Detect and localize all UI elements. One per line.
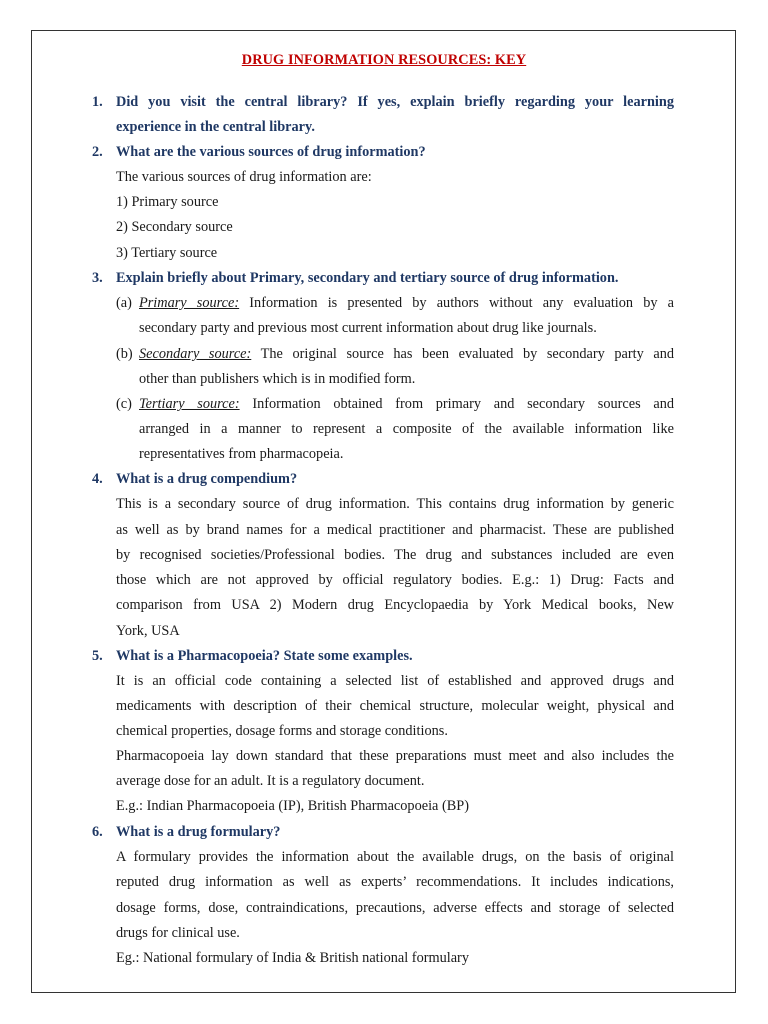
answer-line: 2) Secondary source [116, 219, 233, 235]
item-line [139, 345, 674, 363]
answer-line: drugs for clinical use. [116, 925, 240, 941]
answer-line: 1) Primary source [116, 194, 219, 210]
question-text: experience in the central library. [116, 119, 315, 135]
answer-line: average dose for an adult. It is a regulatory document. [116, 773, 425, 789]
item-term: Tertiary source: [139, 396, 240, 412]
item-text: The original source has been evaluated by secondary party and [260, 346, 675, 362]
question-number: 3. [92, 270, 103, 286]
question-text: What is a Pharmacopoeia? State some examples. [116, 648, 413, 664]
answer-line: E.g.: Indian Pharmacopoeia (IP), British Pharmacopoeia (BP) [116, 798, 469, 814]
item-text: Information is presented by authors without any evaluation by a [249, 295, 674, 311]
answer-line: Eg.: National formulary of India & British national formulary [116, 950, 469, 966]
answer-line: Pharmacopoeia lay down standard that these preparations must meet and also includes the [116, 748, 674, 764]
item-term: Primary source: [139, 295, 240, 311]
item-label: (b) [116, 346, 133, 362]
item-line: arranged in a manner to represent a composite of the available information like [139, 421, 674, 437]
item-term: Secondary source: [139, 346, 252, 362]
item-label: (a) [116, 295, 132, 311]
question-number: 5. [92, 648, 103, 664]
answer-line: dosage forms, dose, contraindications, precautions, adverse effects and storage of selected [116, 900, 674, 916]
answer-line: The various sources of drug information are: [116, 169, 372, 185]
answer-line: by recognised societies/Professional bodies. The drug and substances included are even [116, 547, 674, 563]
question-number: 6. [92, 824, 103, 840]
item-line: secondary party and previous most current information about drug like journals. [139, 320, 597, 336]
item-line: representatives from pharmacopeia. [139, 446, 344, 462]
item-line [139, 395, 674, 413]
answer-line: those which are not approved by official regulatory bodies. E.g.: 1) Drug: Facts and [116, 572, 674, 588]
answer-line: It is an official code containing a selected list of established and approved drugs and [116, 673, 674, 689]
answer-line: This is a secondary source of drug information. This contains drug information by generic [116, 496, 674, 512]
question-number: 2. [92, 144, 103, 160]
question-text: What are the various sources of drug information? [116, 144, 426, 160]
answer-line: medicaments with description of their chemical structure, molecular weight, physical and [116, 698, 674, 714]
answer-line: 3) Tertiary source [116, 245, 218, 261]
question-text: What is a drug compendium? [116, 471, 298, 487]
item-text: Information obtained from primary and secondary sources and [252, 396, 674, 412]
question-number: 1. [92, 94, 103, 110]
question-number: 4. [92, 471, 103, 487]
question-text: Did you visit the central library? If yes, explain briefly regarding your learning [116, 94, 674, 110]
item-label: (c) [116, 396, 132, 412]
answer-line: chemical properties, dosage forms and storage conditions. [116, 723, 448, 739]
document-title: DRUG INFORMATION RESOURCES: KEY [241, 52, 527, 68]
question-text: Explain briefly about Primary, secondary and tertiary source of drug information. [116, 270, 619, 286]
answer-line: York, USA [116, 623, 180, 639]
answer-line: A formulary provides the information about the available drugs, on the basis of original [116, 849, 674, 865]
answer-line: as well as by brand names for a medical practitioner and pharmacist. These are published [116, 522, 674, 538]
answer-line: reputed drug information as well as experts’ recommendations. It includes indications, [116, 874, 674, 890]
item-line [139, 294, 674, 312]
item-line: other than publishers which is in modified form. [139, 371, 416, 387]
answer-line: comparison from USA 2) Modern drug Encyclopaedia by York Medical books, New [116, 597, 674, 613]
question-text: What is a drug formulary? [116, 824, 281, 840]
